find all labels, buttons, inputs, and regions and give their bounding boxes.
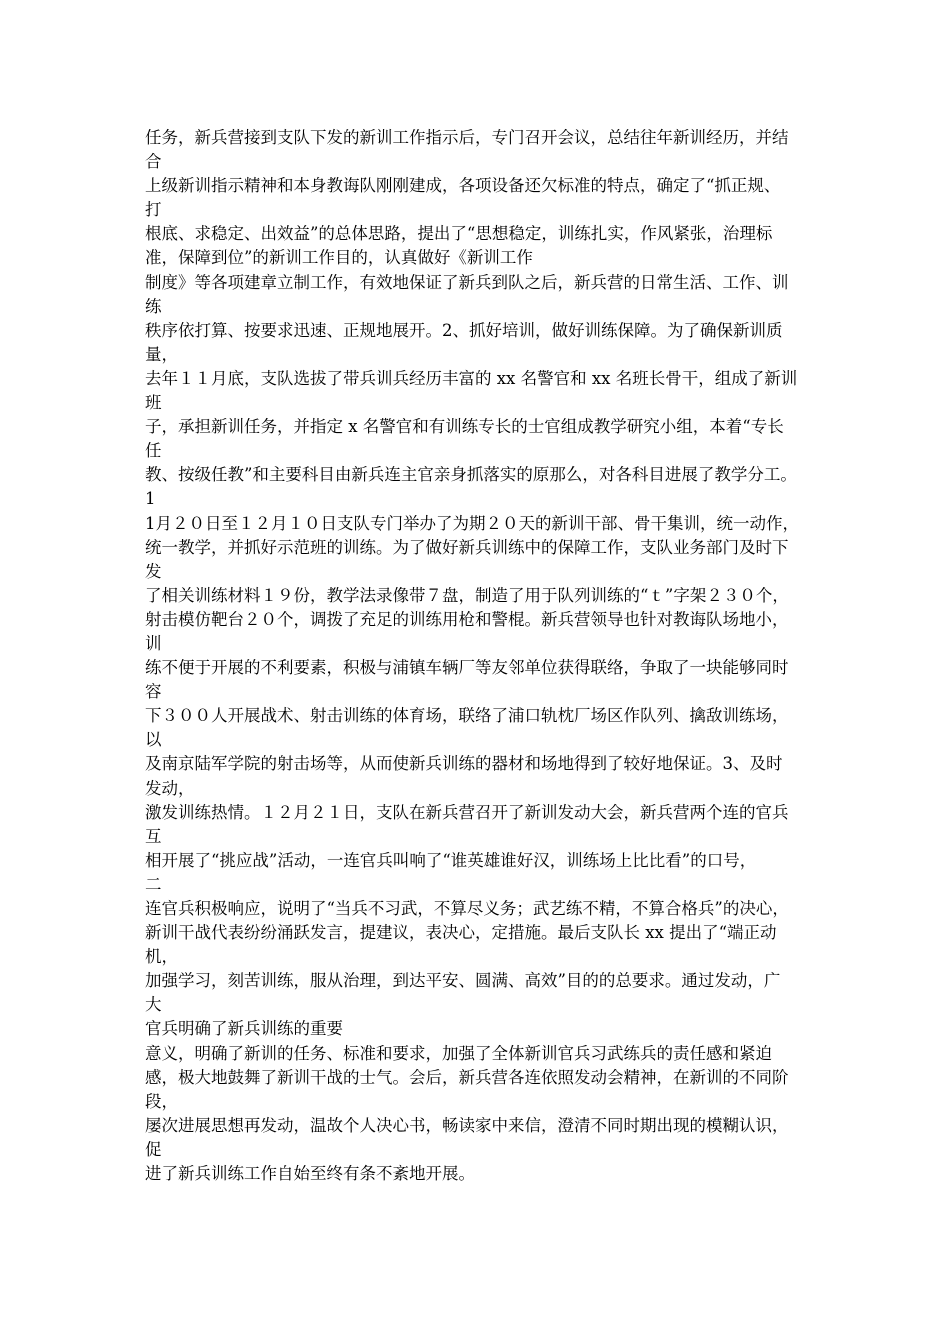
text-line: 秩序依打算、按要求迅速、正规地展开。2、抓好培训，做好训练保障。为了确保新训质: [145, 320, 783, 340]
text-line: 教、按级任教”和主要科目由新兵连主官亲身抓落实的原那么，对各科目进展了教学分工。: [145, 465, 797, 485]
text-line: 根底、求稳定、出效益”的总体思路，提出了“思想稳定，训练扎实，作风紧张，治理标: [145, 224, 773, 244]
text-line: 新训干战代表纷纷涌跃发言，提建议，表决心，定措施。最后支队长 xx 提出了“端正动: [145, 923, 777, 943]
text-line: 以: [145, 730, 162, 750]
text-line: 感，极大地鼓舞了新训干战的士气。会后，新兵营各连依照发动会精神，在新训的不同阶: [145, 1067, 789, 1087]
text-line: 及南京陆军学院的射击场等，从而使新兵训练的器材和场地得到了较好地保证。3、及时: [145, 754, 783, 774]
text-line: 相开展了“挑应战”活动，一连官兵叫响了“谁英雄谁好汉，训练场上比比看”的口号，: [145, 850, 757, 870]
text-line: 1月２０日至１２月１０日支队专门举办了为期２０天的新训干部、骨干集训，统一动作，: [145, 513, 799, 533]
text-line: 下３００人开展战术、射击训练的体育场，联络了浦口轨枕厂场区作队列、擒敌训练场，: [145, 706, 789, 726]
text-line: 练不便于开展的不利要素，积极与浦镇车辆厂等友邻单位获得联络，争取了一块能够同时: [145, 658, 789, 678]
text-line: 大: [145, 995, 162, 1015]
text-line: 子，承担新训任务，并指定 x 名警官和有训练专长的士官组成教学研究小组，本着“专长: [145, 417, 784, 437]
text-line: 射击模仿靶台２０个，调拨了充足的训练用枪和警棍。新兵营领导也针对教诲队场地小，: [145, 609, 789, 629]
text-line: 训: [145, 633, 162, 653]
text-line: 容: [145, 682, 162, 702]
text-line: 准，保障到位”的新训工作目的，认真做好《新训工作: [145, 248, 533, 268]
text-line: 连官兵积极响应，说明了“当兵不习武，不算尽义务；武艺练不精，不算合格兵”的决心，: [145, 899, 789, 918]
text-line: 激发训练热情。１２月２１日，支队在新兵营召开了新训发动大会，新兵营两个连的官兵: [145, 802, 789, 822]
text-line: 进了新兵训练工作自始至终有条不紊地开展。: [145, 1164, 475, 1184]
text-line: 统一教学，并抓好示范班的训练。为了做好新兵训练中的保障工作，支队业务部门及时下: [145, 537, 789, 557]
text-line: 合: [145, 152, 162, 172]
text-line: 班: [145, 393, 162, 413]
text-line: 制度》等各项建章立制工作，有效地保证了新兵到队之后，新兵营的日常生活、工作、训: [145, 272, 789, 292]
text-line: 任务，新兵营接到支队下发的新训工作指示后，专门召开会议，总结往年新训经历，并结: [145, 128, 789, 147]
text-line: 互: [145, 826, 162, 846]
text-line: 了相关训练材料１９份，教学法录像带７盘，制造了用于队列训练的“ｔ”字架２３０个，: [145, 585, 789, 605]
text-line: 机，: [145, 947, 178, 967]
text-line: 加强学习，刻苦训练，服从治理，到达平安、圆满、高效”目的的总要求。通过发动，广: [145, 971, 781, 991]
text-line: 量，: [145, 344, 178, 364]
text-line: 意义，明确了新训的任务、标准和要求，加强了全体新训官兵习武练兵的责任感和紧迫: [145, 1043, 772, 1063]
text-line: 发动，: [145, 778, 195, 798]
text-line: 发: [145, 561, 162, 581]
text-line: 二: [145, 874, 162, 894]
text-line: 练: [145, 296, 162, 316]
text-line: 促: [145, 1139, 162, 1159]
text-line: 屡次进展思想再发动，温故个人决心书，畅读家中来信，澄清不同时期出现的模糊认识，: [145, 1115, 789, 1135]
text-line: 任: [145, 441, 162, 461]
text-line: 打: [145, 200, 162, 220]
text-line: 官兵明确了新兵训练的重要: [145, 1019, 343, 1039]
text-line: 1: [145, 489, 156, 509]
document-body-text: [145, 126, 825, 1186]
text-line: 段，: [145, 1091, 178, 1111]
text-line: 上级新训指示精神和本身教诲队刚刚建成，各项设备还欠标准的特点，确定了“抓正规、: [145, 176, 781, 196]
text-line: 去年１１月底，支队选拔了带兵训兵经历丰富的 xx 名警官和 xx 名班长骨干，组成了新训: [145, 368, 798, 388]
